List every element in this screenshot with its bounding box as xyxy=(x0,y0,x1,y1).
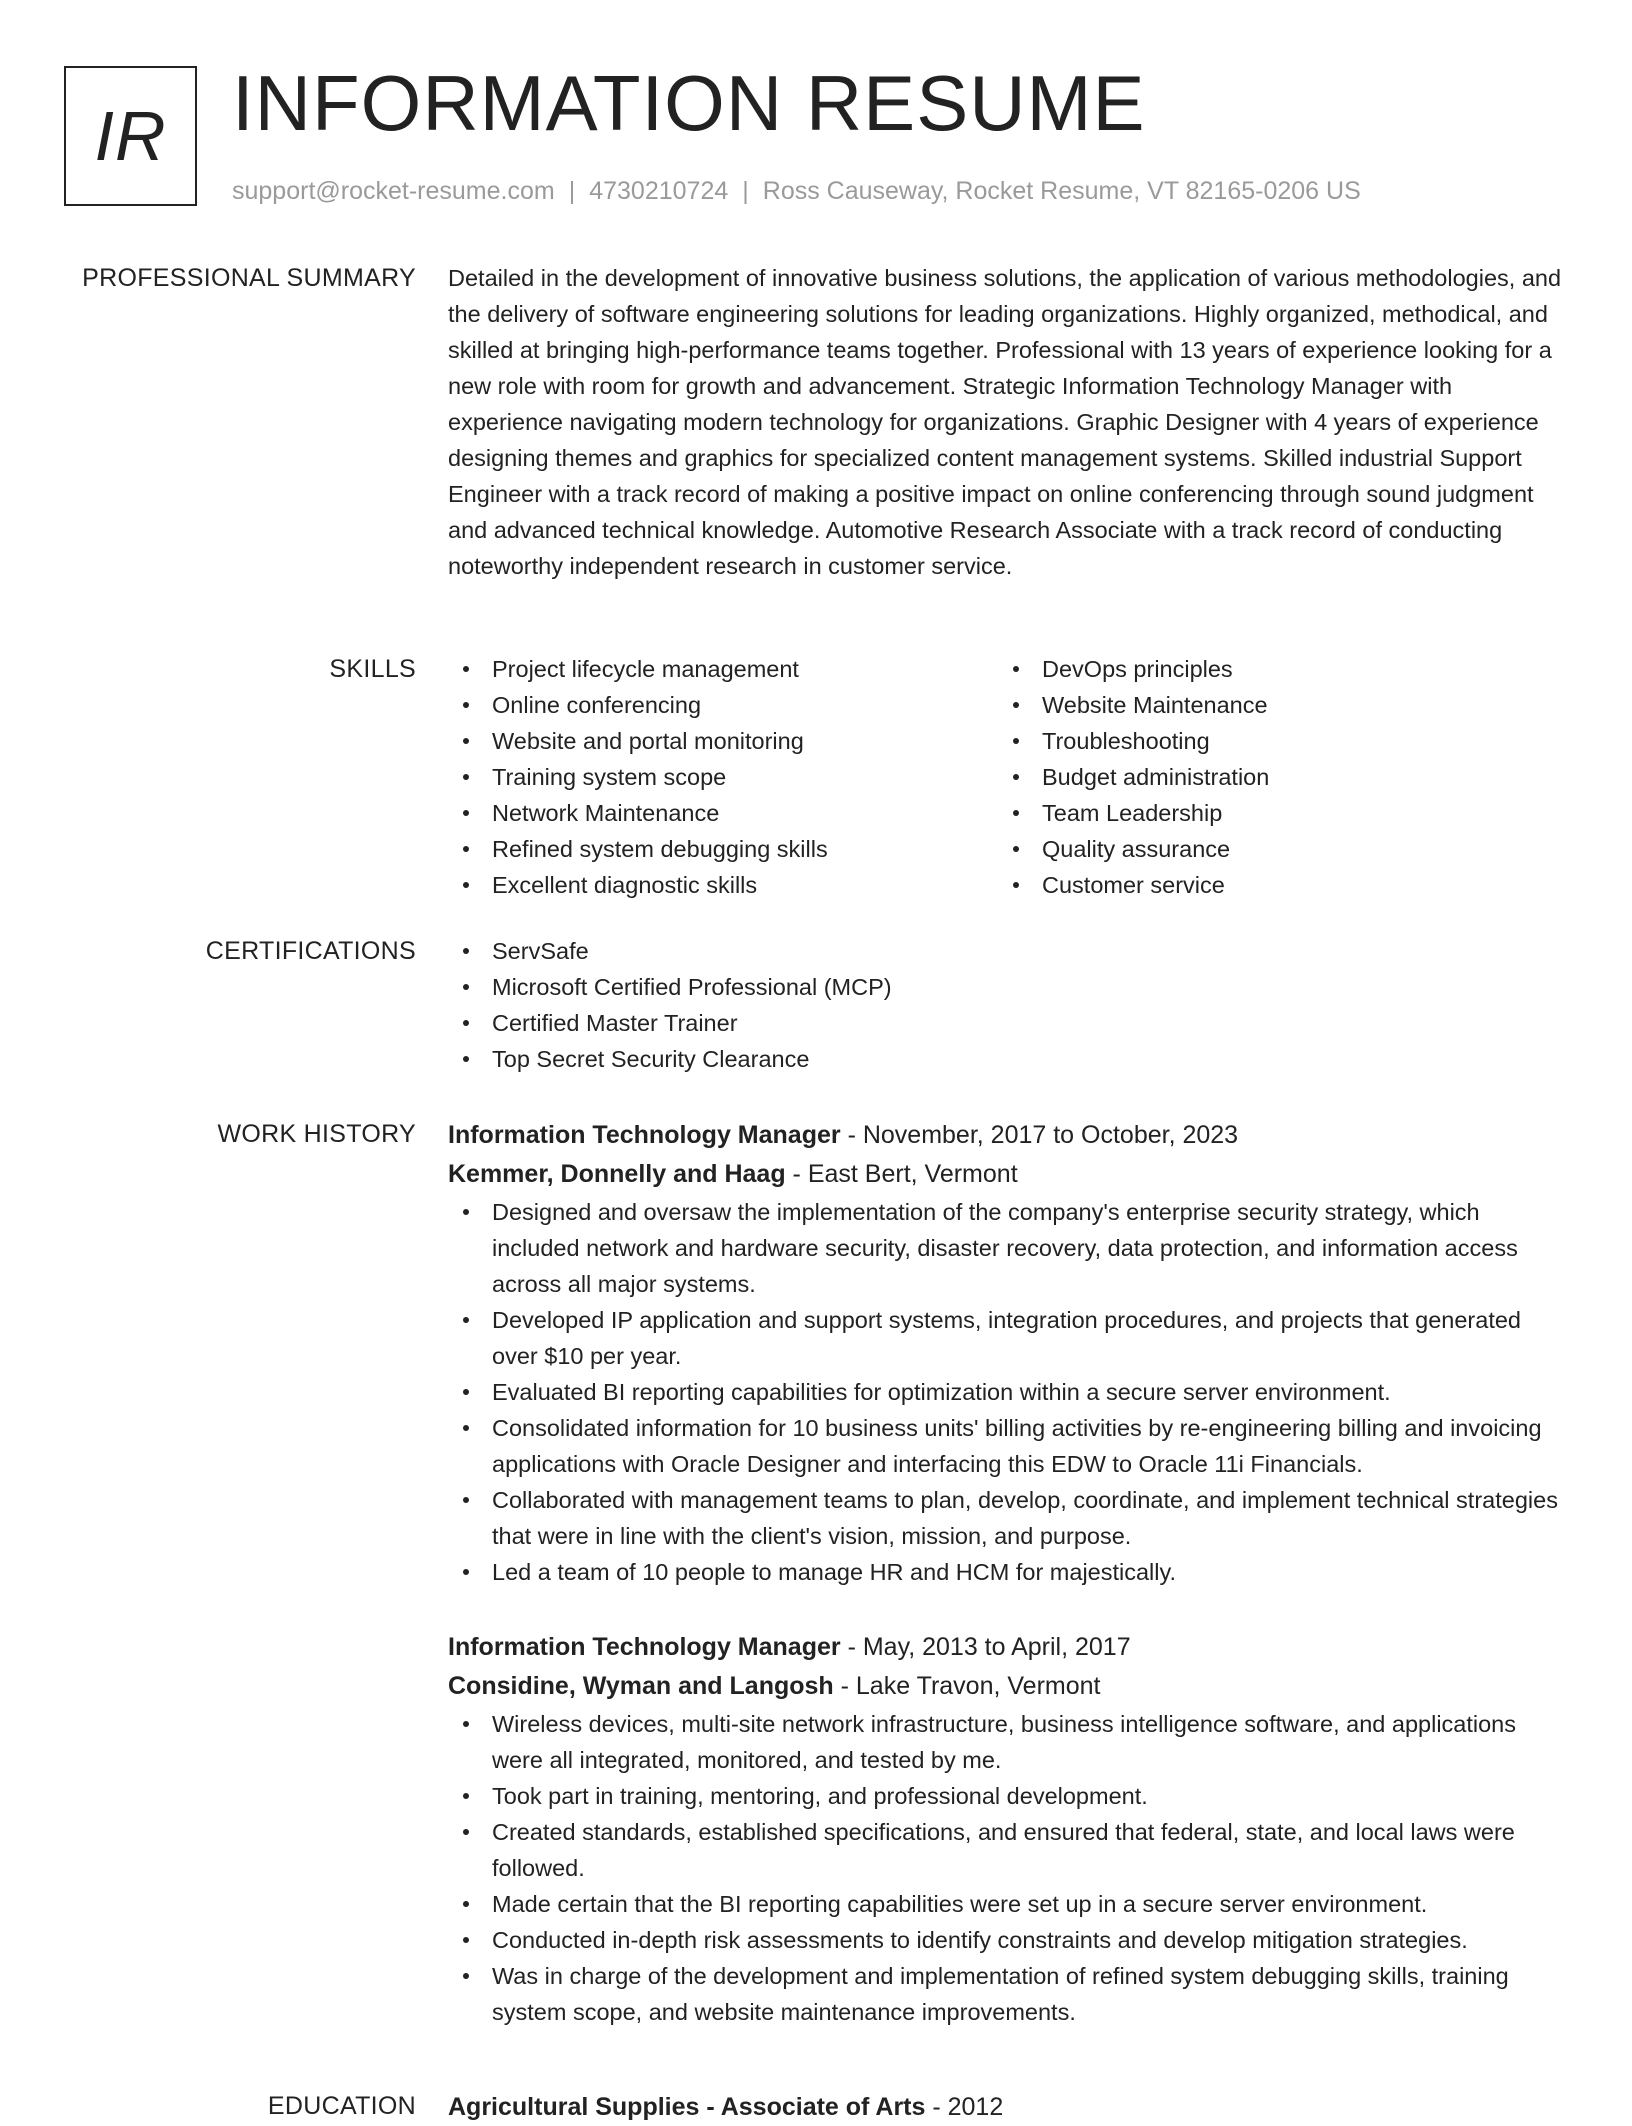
job-bullets xyxy=(448,1706,1564,2030)
job-bullet: Wireless devices, multi-site network infrastructure, business intelligence software, and applications were all integrated, monitored, and tested by me. xyxy=(448,1706,1564,1778)
skill-item: Customer service xyxy=(998,867,1548,903)
job-dates: - November, 2017 to October, 2023 xyxy=(840,1121,1239,1149)
skill-item: Quality assurance xyxy=(998,831,1548,867)
skill-item: Refined system debugging skills xyxy=(448,831,998,867)
job-title-line xyxy=(448,1116,1564,1154)
contact-address: Ross Causeway, Rocket Resume, VT 82165-0206 US xyxy=(762,177,1361,205)
job-company: Considine, Wyman and Langosh xyxy=(448,1672,834,1700)
job-bullet: Was in charge of the development and implementation of refined system debugging skills, training system scope, and website maintenance improvements. xyxy=(448,1958,1564,2030)
job-entry xyxy=(448,1116,1564,1590)
skill-item: Online conferencing xyxy=(448,687,998,723)
certification-item: Certified Master Trainer xyxy=(448,1005,1564,1041)
job-bullet: Made certain that the BI reporting capabilities were set up in a secure server environment. xyxy=(448,1886,1564,1922)
job-bullet: Led a team of 10 people to manage HR and HCM for majestically. xyxy=(448,1554,1564,1590)
job-bullet: Consolidated information for 10 business units' billing activities by re-engineering billing and invoicing applications with Oracle Designer and interfacing this EDW to Oracle 11i Financials. xyxy=(448,1410,1564,1482)
summary-body xyxy=(448,260,1564,584)
job-company-line xyxy=(448,1666,1564,1706)
section-heading: CERTIFICATIONS xyxy=(205,937,416,965)
certification-item: ServSafe xyxy=(448,933,1564,969)
job-location: - East Bert, Vermont xyxy=(785,1160,1018,1188)
education-entry xyxy=(448,2088,1564,2126)
resume-name: INFORMATION RESUME xyxy=(232,59,1146,147)
skill-item: Team Leadership xyxy=(998,795,1548,831)
work-history-body xyxy=(448,1116,1564,2030)
monogram-box xyxy=(64,66,197,206)
contact-phone[interactable]: 4730210724 xyxy=(589,177,729,205)
education-body xyxy=(448,2088,1564,2126)
job-bullet: Conducted in-depth risk assessments to identify constraints and develop mitigation strategies. xyxy=(448,1922,1564,1958)
skill-item: Training system scope xyxy=(448,759,998,795)
skill-item: Budget administration xyxy=(998,759,1548,795)
skill-item: Website Maintenance xyxy=(998,687,1548,723)
summary-text: Detailed in the development of innovative business solutions, the application of various methodologies, and the delivery of software engineering solutions for leading organizations. Highly organized, methodical, and skilled at bringing high-performance teams together. Professional with 13 years of experience looking for a new role with room for growth and advancement. Strategic Information Technology Manager with experience navigating modern technology for organizations. Graphic Designer with 4 years of experience designing themes and graphics for specialized content management systems. Skilled industrial Support Engineer with a track record of making a positive impact on online conferencing through sound judgment and advanced technical knowledge. Automotive Research Associate with a track record of conducting noteworthy independent research in customer service. xyxy=(448,265,1562,579)
job-company: Kemmer, Donnelly and Haag xyxy=(448,1160,786,1188)
job-location: - Lake Travon, Vermont xyxy=(833,1672,1101,1700)
job-bullet: Collaborated with management teams to plan, develop, coordinate, and implement technical strategies that were in line with the client's vision, mission, and purpose. xyxy=(448,1482,1564,1554)
certifications-list xyxy=(448,933,1564,1077)
section-heading: SKILLS xyxy=(329,655,416,683)
job-dates: - May, 2013 to April, 2017 xyxy=(840,1633,1131,1661)
certification-item: Microsoft Certified Professional (MCP) xyxy=(448,969,1564,1005)
skills-list-right xyxy=(998,651,1548,903)
contact-separator: | xyxy=(742,177,749,205)
job-bullet: Evaluated BI reporting capabilities for optimization within a secure server environment. xyxy=(448,1374,1564,1410)
skills-columns xyxy=(448,651,1564,903)
skill-item: Troubleshooting xyxy=(998,723,1548,759)
skill-item: Network Maintenance xyxy=(448,795,998,831)
certification-item: Top Secret Security Clearance xyxy=(448,1041,1564,1077)
job-bullet: Developed IP application and support systems, integration procedures, and projects that generated over $10 per year. xyxy=(448,1302,1564,1374)
section-heading: EDUCATION xyxy=(267,2092,416,2120)
monogram-initials: IR xyxy=(94,97,167,175)
skill-item: DevOps principles xyxy=(998,651,1548,687)
job-bullet: Took part in training, mentoring, and professional development. xyxy=(448,1778,1564,1814)
job-title: Information Technology Manager xyxy=(448,1633,841,1661)
contact-separator: | xyxy=(568,177,576,205)
skill-item: Excellent diagnostic skills xyxy=(448,867,998,903)
skill-item: Website and portal monitoring xyxy=(448,723,998,759)
job-bullet: Designed and oversaw the implementation of the company's enterprise security strategy, which included network and hardware security, disaster recovery, data protection, and information access across all major systems. xyxy=(448,1194,1564,1302)
skills-list-left xyxy=(448,651,998,903)
contact-email[interactable]: support@rocket-resume.com xyxy=(232,177,555,205)
certifications-body xyxy=(448,933,1564,1077)
skill-item: Project lifecycle management xyxy=(448,651,998,687)
job-entry xyxy=(448,1628,1564,2030)
section-heading: WORK HISTORY xyxy=(217,1120,416,1148)
job-title: Information Technology Manager xyxy=(448,1121,841,1149)
education-year: - 2012 xyxy=(925,2093,1004,2121)
job-company-line xyxy=(448,1154,1564,1194)
section-heading: PROFESSIONAL SUMMARY xyxy=(82,264,416,292)
job-bullet: Created standards, established specifications, and ensured that federal, state, and local laws were followed. xyxy=(448,1814,1564,1886)
job-bullets xyxy=(448,1194,1564,1590)
education-degree: Agricultural Supplies - Associate of Arts xyxy=(448,2093,926,2121)
contact-line xyxy=(232,176,1361,206)
job-title-line xyxy=(448,1628,1564,1666)
